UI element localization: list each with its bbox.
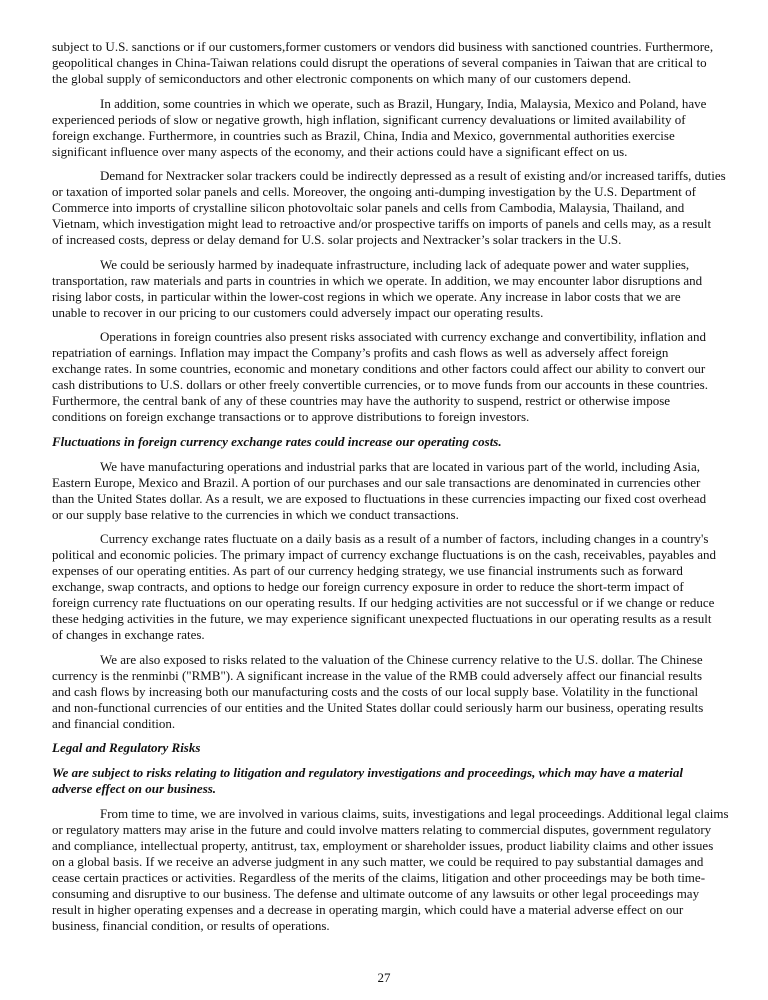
section-heading bbox=[52, 765, 722, 797]
document-body bbox=[52, 39, 729, 942]
text-line: expenses of our operating entities. As part of our currency hedging strategy, we use financial instruments such as forward bbox=[52, 563, 683, 579]
text-line: adverse effect on our business. bbox=[52, 780, 217, 796]
text-line: rising labor costs, in particular within the lower-cost regions in which we operate. Any increase in labor costs that we are bbox=[52, 288, 681, 304]
text-line: From time to time, we are involved in various claims, suits, investigations and legal proceedings. Additional legal claims bbox=[100, 805, 729, 821]
text-line: conditions on foreign exchange transactions or to approve distributions to foreign investors. bbox=[52, 409, 530, 425]
text-line: We are subject to risks relating to litigation and regulatory investigations and proceedings, which may have a material bbox=[52, 764, 684, 780]
text-line: unable to recover in our pricing to our customers could adversely impact our operating results. bbox=[52, 304, 544, 320]
paragraph bbox=[52, 652, 722, 732]
text-line: Furthermore, the central bank of any of these countries may have the authority to suspend, restrict or otherwise impose bbox=[52, 393, 671, 409]
text-line: result in higher operating expenses and a decrease in operating margin, which could have a material adverse effect on our bbox=[52, 901, 684, 917]
text-line: We are also exposed to risks related to the valuation of the Chinese currency relative to the U.S. dollar. The Chinese bbox=[100, 651, 703, 667]
text-line: experienced periods of slow or negative growth, high inflation, significant currency devaluations or limited availability of bbox=[52, 111, 686, 127]
text-line: exchange, swap contracts, and options to hedge our foreign currency exposure in order to reduce the short-term impact of bbox=[52, 579, 684, 595]
text-line: these hedging activities in the future, we may experience significant unexpected fluctuations in our operating results as a result bbox=[52, 611, 712, 627]
paragraph bbox=[52, 459, 722, 523]
paragraph bbox=[52, 329, 722, 425]
text-line: transportation, raw materials and parts in countries in which we operate. In addition, we may encounter labor disruptions and bbox=[52, 272, 703, 288]
text-line: We could be seriously harmed by inadequate infrastructure, including lack of adequate power and water supplies, bbox=[100, 256, 690, 272]
text-line: cease certain practices or activities. Regardless of the merits of the claims, litigation and other proceedings may be both time- bbox=[52, 869, 706, 885]
text-line: and cash flows by increasing both our manufacturing costs and the costs of our local supply base. Volatility in the functional bbox=[52, 683, 699, 699]
text-line: Currency exchange rates fluctuate on a daily basis as a result of a number of factors, including changes in a country's bbox=[100, 531, 709, 547]
text-line: foreign currency rate fluctuations on our operating results. If our hedging activities are not successful or if we change or reduce bbox=[52, 595, 715, 611]
paragraph bbox=[52, 96, 722, 160]
text-line: and financial condition. bbox=[52, 715, 176, 731]
text-line: the global supply of semiconductors and other electronic components on which many of our customers depend. bbox=[52, 71, 632, 86]
text-line: We have manufacturing operations and industrial parks that are located in various part of the world, including Asia, bbox=[100, 458, 701, 474]
text-line: subject to U.S. sanctions or if our customers,former customers or vendors did business with sanctioned countries. Furthermore, bbox=[52, 39, 714, 54]
text-line: Legal and Regulatory Risks bbox=[52, 740, 201, 756]
text-line: Demand for Nextracker solar trackers could be indirectly depressed as a result of existing and/or increased tariffs, duties bbox=[100, 168, 726, 184]
text-line: Commerce into imports of crystalline silicon photovoltaic solar panels and cells from Cambodia, Malaysia, Thailand, and bbox=[52, 200, 685, 216]
text-line: and non-functional currencies of our entities and the United States dollar could seriously harm our business, operating results bbox=[52, 699, 704, 715]
text-line: political and economic policies. The primary impact of currency exchange fluctuations is on the cash, receivables, payables and bbox=[52, 547, 716, 563]
paragraph bbox=[52, 257, 722, 321]
text-line: currency is the renminbi ("RMB"). A significant increase in the value of the RMB could adversely affect our financial results bbox=[52, 667, 703, 683]
text-line: of increased costs, depress or delay demand for U.S. solar projects and Nextracker’s solar trackers in the U.S. bbox=[52, 232, 622, 248]
text-line: and compliance, intellectual property, antitrust, tax, employment or shareholder issues, product liability claims and other issues bbox=[52, 837, 714, 853]
section-heading bbox=[52, 434, 722, 450]
page-number: 27 bbox=[377, 970, 391, 985]
text-line: on a global basis. If we receive an adverse judgment in any such matter, we could be required to pay substantial damages and bbox=[52, 853, 704, 869]
text-line: than the United States dollar. As a result, we are exposed to fluctuations in these currencies impacting our fixed cost overhead bbox=[52, 490, 707, 506]
text-line: Eastern Europe, Mexico and Brazil. A portion of our purchases and our sale transactions are denominated in currencies other bbox=[52, 474, 701, 490]
paragraph bbox=[52, 168, 726, 248]
text-line: of changes in exchange rates. bbox=[52, 627, 205, 643]
text-line: Vietnam, which investigation might lead to retroactive and/or prospective tariffs on imports of panels and cells may, as a result bbox=[52, 216, 712, 232]
text-line: Operations in foreign countries also present risks associated with currency exchange and convertibility, inflation and bbox=[100, 329, 706, 345]
text-line: business, financial condition, or results of operations. bbox=[52, 917, 330, 933]
paragraph bbox=[52, 39, 722, 87]
text-line: or our supply base relative to the currencies in which we conduct transactions. bbox=[52, 506, 459, 522]
text-line: foreign exchange. Furthermore, in countries such as Brazil, China, India and Mexico, governmental authorities exercise bbox=[52, 127, 675, 143]
text-line: exchange rates. In some countries, economic and monetary conditions and other factors could affect our ability to convert our bbox=[52, 361, 706, 377]
paragraph bbox=[52, 805, 729, 934]
text-line: Fluctuations in foreign currency exchange rates could increase our operating costs. bbox=[52, 433, 502, 449]
text-line: or regulatory matters may arise in the future and could involve matters relating to commercial disputes, government regulatory bbox=[52, 821, 712, 837]
paragraph bbox=[52, 531, 722, 643]
text-line: significant influence over many aspects of the economy, and their actions could have a significant effect on us. bbox=[52, 143, 628, 159]
text-line: repatriation of earnings. Inflation may impact the Company’s profits and cash flows as well as adversely affect foreign bbox=[52, 345, 669, 361]
text-line: In addition, some countries in which we operate, such as Brazil, Hungary, India, Malaysia, Mexico and Poland, have bbox=[100, 95, 707, 111]
text-line: geopolitical changes in China-Taiwan relations could disrupt the operations of several companies in Taiwan that are critical to bbox=[52, 55, 707, 70]
text-line: or taxation of imported solar panels and cells. Moreover, the ongoing anti-dumping investigation by the U.S. Department of bbox=[52, 184, 696, 200]
section-heading bbox=[52, 740, 722, 756]
text-line: consuming and disruptive to our business. The defense and ultimate outcome of any lawsuits or other legal proceedings may bbox=[52, 885, 700, 901]
text-line: cash distributions to U.S. dollars or other freely convertible currencies, or to move funds from our accounts in these countries. bbox=[52, 377, 708, 393]
